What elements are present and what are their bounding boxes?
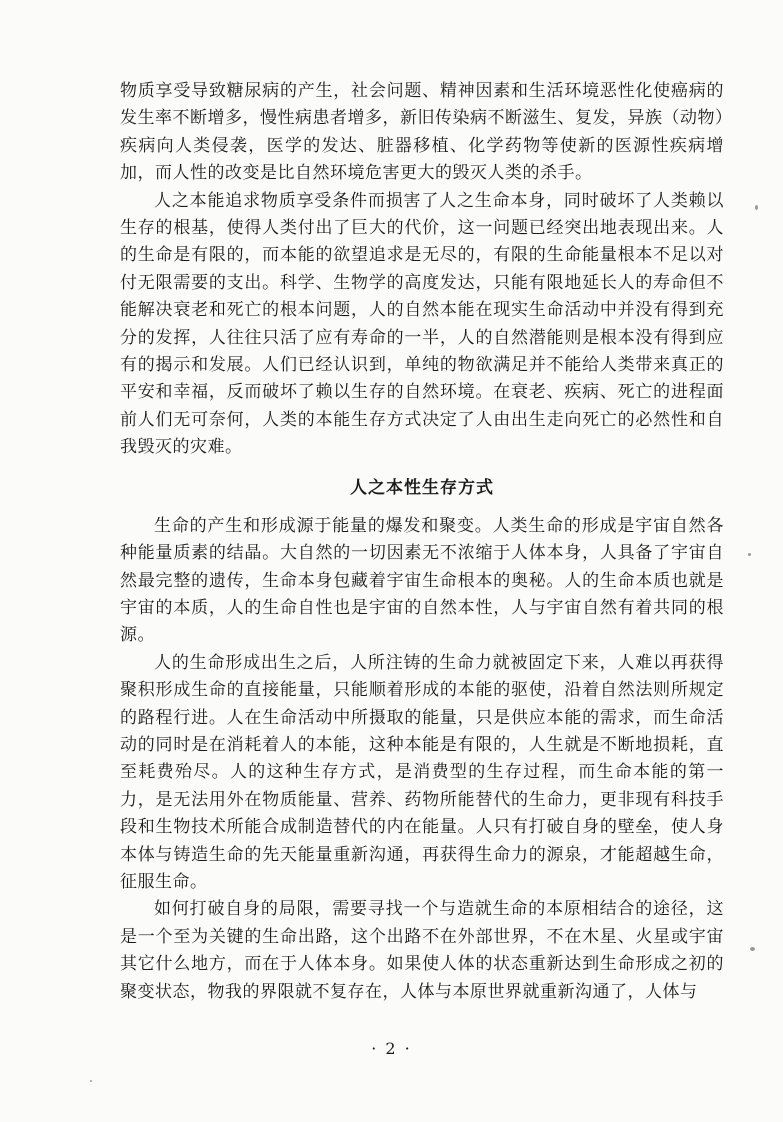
- scan-speck: [755, 205, 758, 210]
- paragraph-continued: 物质享受导致糖尿病的产生，社会问题、精神因素和生活环境恶性化使癌病的发生率不断增多，慢性病患者增多，新旧传染病不断滋生、复发，异族（动物）疾病向人类侵袭，医学的发达、脏器移植、化学药物等使新的医源性疾病增加，而人性的改变是比自然环境危害更大的毁灭人类的杀手。: [120, 81, 724, 184]
- scan-speck: [748, 553, 751, 556]
- paragraph: 人之本能追求物质享受条件而损害了人之生命本身，同时破坏了人类赖以生存的根基，使得人类付出了巨大的代价，这一问题已经突出地表现出来。人的生命是有限的，而本能的欲望追求是无尽的，有限的生命能量根本不足以对付无限需要的支出。科学、生物学的高度发达，只能有限地延长人的寿命但不能解决衰老和死亡的根本问题，人的自然本能在现实生命活动中并没有得到充分的发挥，人往往只活了应有寿命的一半，人的自然潜能则是根本没有得到应有的揭示和发展。人们已经认识到，单纯的物欲满足并不能给人类带来真正的平安和幸福，反而破坏了赖以生存的自然环境。在衰老、疾病、死亡的进程面前人们无可奈何，人类的本能生存方式决定了人由出生走向死亡的必然性和自我毁灭的灾难。: [120, 190, 724, 458]
- page-body: [120, 78, 724, 1006]
- paragraph: 人的生命形成出生之后，人所注铸的生命力就被固定下来，人难以再获得聚积形成生命的直接能量，只能顺着形成的本能的驱使，沿着自然法则所规定的路程行进。人在生命活动中所摄取的能量，只是供应本能的需求，而生命活动的同时是在消耗着人的本能，这种本能是有限的，人生就是不断地损耗，直至耗费殆尽。人的这种生存方式，是消费型的生存过程，而生命本能的第一力，是无法用外在物质能量、营养、药物所能替代的生命力，更非现有科技手段和生物技术所能合成制造替代的内在能量。人只有打破自身的壁垒，使人身本体与铸造生命的先天能量重新沟通，再获得生命力的源泉，才能超越生命，征服生命。: [120, 652, 724, 892]
- page-number: · 2 ·: [371, 1039, 412, 1058]
- paragraph: 如何打破自身的局限，需要寻找一个与造就生命的本原相结合的途径，这是一个至为关键的生命出路，这个出路不在外部世界，不在木星、火星或宇宙其它什么地方，而在于人体本身。如果使人体的状态重新达到生命形成之初的聚变状态，物我的界限就不复存在，人体与本原世界就重新沟通了，人体与: [120, 899, 724, 1002]
- paragraph: 生命的产生和形成源于能量的爆发和聚变。人类生命的形成是宇宙自然各种能量质素的结晶。大自然的一切因素无不浓缩于人体本身，人具备了宇宙自然最完整的遗传，生命本身包藏着宇宙生命根本的奥秘。人的生命本质也就是宇宙的本质，人的生命自性也是宇宙的自然本性，人与宇宙自然有着共同的根源。: [120, 515, 724, 646]
- scan-speck: [90, 1080, 92, 1082]
- scan-speck: [750, 947, 755, 951]
- section-heading: 人之本性生存方式: [350, 477, 494, 498]
